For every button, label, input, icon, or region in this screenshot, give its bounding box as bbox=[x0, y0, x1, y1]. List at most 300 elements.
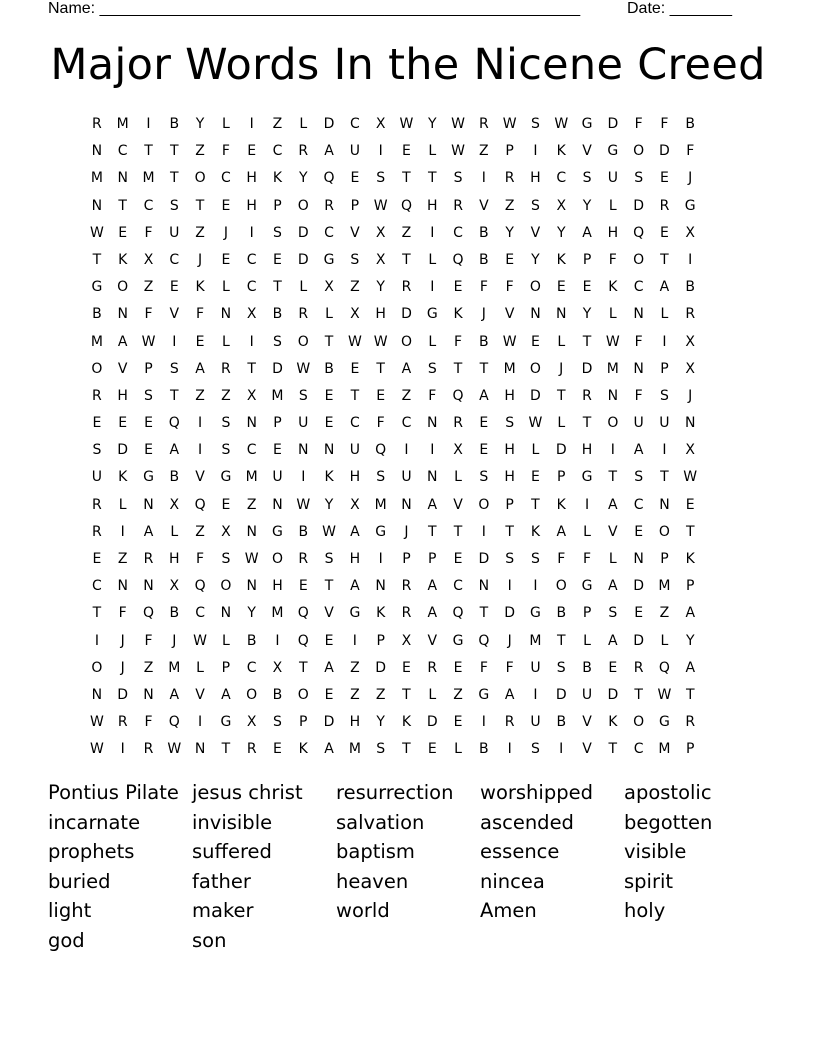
grid-letter: P bbox=[376, 632, 385, 649]
grid-letter: F bbox=[557, 551, 566, 567]
grid-letter: U bbox=[530, 714, 541, 731]
grid-letter: M bbox=[503, 360, 516, 377]
grid-letter: N bbox=[246, 415, 257, 432]
grid-letter: O bbox=[607, 415, 619, 432]
grid-letter: J bbox=[120, 632, 125, 649]
grid-letter: E bbox=[144, 415, 153, 432]
grid-row bbox=[84, 522, 734, 549]
grid-letter: C bbox=[633, 741, 644, 758]
grid-letter: E bbox=[453, 279, 463, 296]
grid-letter: F bbox=[144, 632, 153, 649]
grid-letter: U bbox=[169, 224, 180, 241]
grid-letter: N bbox=[633, 360, 644, 377]
grid-letter: A bbox=[608, 632, 618, 649]
grid-letter: U bbox=[401, 469, 412, 486]
grid-letter: I bbox=[378, 143, 383, 160]
grid-letter: N bbox=[91, 686, 103, 703]
word-search-grid bbox=[84, 114, 734, 767]
grid-letter: M bbox=[271, 387, 284, 404]
grid-letter: S bbox=[505, 551, 515, 567]
word-list-item: god bbox=[48, 928, 85, 952]
word-list-item: suffered bbox=[192, 840, 272, 864]
grid-letter: E bbox=[350, 360, 360, 377]
grid-letter: Z bbox=[350, 279, 360, 296]
grid-letter: J bbox=[481, 306, 486, 323]
grid-letter: X bbox=[246, 714, 257, 731]
grid-letter: G bbox=[659, 714, 670, 731]
grid-letter: T bbox=[685, 523, 695, 540]
grid-letter: E bbox=[221, 197, 231, 214]
grid-letter: I bbox=[610, 442, 615, 459]
grid-letter: F bbox=[144, 714, 153, 731]
grid-letter: U bbox=[633, 415, 644, 432]
grid-letter: P bbox=[660, 551, 669, 567]
word-list-item: world bbox=[336, 899, 390, 923]
grid-letter: F bbox=[686, 143, 695, 160]
grid-letter: O bbox=[297, 333, 309, 350]
grid-letter: E bbox=[427, 741, 437, 758]
grid-letter: E bbox=[453, 714, 463, 731]
grid-letter: L bbox=[299, 116, 308, 132]
grid-letter: P bbox=[557, 469, 566, 486]
grid-letter: S bbox=[531, 551, 540, 567]
grid-letter: U bbox=[581, 686, 593, 703]
grid-letter: A bbox=[685, 659, 696, 676]
grid-letter: Q bbox=[194, 578, 206, 595]
grid-letter: E bbox=[298, 578, 308, 595]
grid-letter: S bbox=[531, 741, 540, 758]
grid-letter: U bbox=[298, 415, 309, 432]
grid-letter: Q bbox=[142, 605, 154, 622]
grid-letter: Y bbox=[298, 170, 308, 187]
word-list-item: jesus christ bbox=[192, 781, 303, 804]
word-list-item: visible bbox=[624, 840, 687, 864]
grid-letter: D bbox=[633, 632, 645, 649]
grid-letter: K bbox=[118, 251, 128, 268]
grid-letter: P bbox=[582, 251, 592, 268]
grid-letter: T bbox=[582, 415, 592, 432]
grid-letter: D bbox=[323, 714, 335, 731]
grid-letter: A bbox=[608, 496, 618, 513]
grid-letter: W bbox=[451, 116, 465, 132]
grid-letter: H bbox=[530, 170, 541, 187]
grid-letter: A bbox=[556, 523, 567, 540]
grid-letter: G bbox=[143, 469, 154, 486]
grid-letter: L bbox=[660, 632, 669, 649]
grid-letter: E bbox=[92, 415, 102, 432]
grid-letter: L bbox=[531, 442, 540, 459]
grid-letter: O bbox=[297, 686, 309, 703]
grid-letter: O bbox=[529, 360, 541, 377]
grid-letter: T bbox=[453, 523, 463, 540]
grid-letter: T bbox=[479, 605, 489, 622]
grid-letter: I bbox=[662, 333, 667, 350]
grid-letter: E bbox=[402, 659, 411, 676]
grid-letter: E bbox=[453, 551, 463, 567]
grid-letter: X bbox=[324, 279, 334, 296]
grid-letter: T bbox=[427, 523, 437, 540]
grid-letter: N bbox=[143, 686, 154, 703]
grid-letter: I bbox=[430, 224, 435, 241]
grid-letter: E bbox=[634, 523, 644, 540]
grid-letter: H bbox=[246, 197, 257, 214]
word-list-item: essence bbox=[480, 840, 560, 864]
grid-letter: B bbox=[556, 605, 567, 622]
grid-letter: N bbox=[633, 551, 644, 567]
grid-letter: X bbox=[143, 251, 154, 268]
grid-letter: T bbox=[324, 333, 334, 350]
grid-letter: I bbox=[249, 333, 254, 350]
grid-letter: S bbox=[324, 551, 334, 567]
grid-letter: L bbox=[608, 197, 617, 214]
grid-letter: K bbox=[376, 605, 386, 622]
grid-letter: R bbox=[298, 143, 309, 160]
grid-letter: C bbox=[349, 116, 360, 132]
grid-letter: K bbox=[272, 170, 283, 187]
grid-letter: N bbox=[117, 578, 128, 595]
grid-letter: F bbox=[144, 224, 153, 241]
grid-letter: W bbox=[244, 551, 259, 567]
grid-letter: E bbox=[531, 333, 540, 350]
grid-letter: F bbox=[634, 333, 643, 350]
grid-row bbox=[84, 114, 734, 141]
grid-letter: T bbox=[402, 251, 411, 268]
grid-letter: O bbox=[194, 170, 206, 187]
grid-letter: A bbox=[427, 578, 438, 595]
grid-letter: D bbox=[555, 686, 567, 703]
grid-letter: C bbox=[556, 170, 567, 187]
grid-row bbox=[84, 196, 734, 223]
grid-letter: R bbox=[504, 170, 515, 187]
grid-letter: D bbox=[426, 714, 438, 731]
grid-letter: N bbox=[117, 306, 128, 323]
grid-row bbox=[84, 413, 734, 440]
grid-row bbox=[84, 658, 734, 685]
grid-letter: K bbox=[685, 551, 695, 567]
grid-letter: I bbox=[584, 496, 590, 513]
grid-letter: W bbox=[296, 360, 311, 377]
grid-letter: H bbox=[504, 469, 515, 486]
grid-letter: F bbox=[660, 116, 669, 132]
grid-letter: N bbox=[684, 415, 696, 432]
grid-letter: K bbox=[401, 714, 412, 731]
grid-letter: S bbox=[659, 387, 669, 404]
grid-letter: E bbox=[531, 469, 540, 486]
grid-letter: N bbox=[323, 442, 335, 459]
grid-letter: N bbox=[375, 578, 386, 595]
grid-letter: E bbox=[402, 143, 411, 160]
grid-letter: B bbox=[685, 116, 696, 132]
grid-letter: L bbox=[454, 741, 462, 758]
grid-letter: S bbox=[376, 170, 386, 187]
grid-letter: P bbox=[350, 197, 360, 214]
grid-letter: T bbox=[170, 143, 179, 160]
grid-letter: C bbox=[633, 279, 644, 296]
grid-letter: K bbox=[556, 251, 566, 268]
grid-letter: C bbox=[401, 415, 412, 432]
grid-letter: O bbox=[658, 523, 670, 540]
grid-letter: E bbox=[221, 496, 231, 513]
grid-letter: T bbox=[92, 251, 102, 268]
grid-letter: M bbox=[245, 469, 258, 486]
grid-letter: C bbox=[117, 143, 128, 160]
grid-letter: J bbox=[120, 659, 125, 676]
grid-letter: W bbox=[347, 333, 362, 350]
word-list-item: father bbox=[192, 869, 251, 893]
grid-letter: E bbox=[118, 224, 128, 241]
grid-letter: I bbox=[301, 469, 306, 486]
grid-letter: I bbox=[507, 741, 512, 758]
grid-letter: R bbox=[504, 714, 515, 731]
grid-letter: Q bbox=[452, 605, 464, 622]
grid-letter: T bbox=[634, 686, 643, 703]
grid-letter: W bbox=[373, 333, 388, 350]
grid-row bbox=[84, 277, 734, 304]
grid-letter: C bbox=[453, 224, 463, 241]
grid-letter: K bbox=[453, 306, 463, 323]
grid-letter: Y bbox=[505, 224, 514, 241]
grid-letter: B bbox=[169, 469, 180, 486]
grid-letter: G bbox=[426, 306, 438, 323]
grid-letter: W bbox=[502, 116, 517, 132]
grid-letter: X bbox=[350, 306, 360, 323]
grid-letter: N bbox=[246, 523, 257, 540]
grid-letter: B bbox=[246, 632, 257, 649]
grid-row bbox=[84, 549, 734, 576]
grid-letter: T bbox=[221, 741, 231, 758]
grid-letter: P bbox=[144, 360, 153, 377]
grid-letter: V bbox=[169, 306, 180, 323]
grid-letter: E bbox=[324, 632, 334, 649]
grid-letter: I bbox=[378, 551, 383, 567]
grid-letter: M bbox=[529, 632, 542, 649]
grid-letter: R bbox=[685, 306, 696, 323]
grid-row bbox=[84, 603, 734, 630]
grid-letter: Q bbox=[297, 632, 309, 649]
grid-letter: X bbox=[169, 496, 180, 513]
grid-letter: T bbox=[118, 197, 127, 214]
grid-letter: S bbox=[169, 360, 179, 377]
word-list-item: ascended bbox=[480, 810, 574, 834]
grid-letter: D bbox=[478, 551, 490, 567]
grid-letter: V bbox=[504, 306, 515, 323]
grid-letter: I bbox=[481, 714, 486, 731]
grid-letter: A bbox=[633, 442, 644, 459]
name-field-label: Name: ______________________________________________________ bbox=[48, 0, 581, 17]
grid-letter: R bbox=[92, 387, 102, 404]
grid-letter: T bbox=[660, 251, 669, 268]
grid-letter: I bbox=[120, 741, 125, 758]
word-list-item: salvation bbox=[336, 810, 425, 834]
grid-letter: R bbox=[298, 306, 309, 323]
grid-letter: H bbox=[349, 551, 361, 567]
grid-letter: N bbox=[530, 306, 541, 323]
word-list-item: son bbox=[192, 928, 227, 952]
grid-letter: T bbox=[427, 170, 437, 187]
grid-letter: K bbox=[530, 523, 541, 540]
grid-row bbox=[84, 141, 734, 168]
grid-row bbox=[84, 386, 734, 413]
grid-letter: R bbox=[659, 197, 670, 214]
grid-letter: K bbox=[298, 741, 308, 758]
grid-letter: F bbox=[634, 387, 643, 404]
grid-letter: U bbox=[349, 143, 360, 160]
grid-letter: R bbox=[453, 415, 463, 432]
grid-letter: I bbox=[430, 279, 435, 296]
grid-letter: H bbox=[246, 170, 257, 187]
grid-letter: W bbox=[683, 469, 698, 486]
grid-letter: O bbox=[220, 578, 232, 595]
grid-letter: Q bbox=[633, 224, 645, 241]
word-list-item: begotten bbox=[624, 810, 713, 834]
grid-letter: H bbox=[375, 306, 386, 323]
grid-letter: H bbox=[349, 714, 361, 731]
grid-letter: W bbox=[451, 143, 465, 160]
grid-letter: E bbox=[376, 387, 386, 404]
word-list-item: worshipped bbox=[480, 781, 593, 804]
grid-letter: T bbox=[376, 360, 385, 377]
grid-letter: Y bbox=[427, 116, 437, 132]
grid-letter: Y bbox=[376, 714, 385, 731]
grid-letter: F bbox=[454, 333, 463, 350]
grid-letter: K bbox=[118, 469, 128, 486]
grid-letter: V bbox=[530, 224, 541, 241]
grid-letter: L bbox=[583, 523, 591, 540]
grid-letter: I bbox=[481, 170, 486, 187]
grid-letter: V bbox=[117, 360, 128, 377]
grid-letter: L bbox=[428, 143, 437, 160]
grid-letter: V bbox=[582, 143, 592, 160]
grid-letter: T bbox=[531, 496, 540, 513]
grid-letter: T bbox=[608, 741, 618, 758]
grid-letter: O bbox=[246, 686, 258, 703]
grid-letter: D bbox=[555, 442, 567, 459]
grid-letter: C bbox=[195, 605, 205, 622]
grid-letter: Y bbox=[324, 496, 334, 513]
grid-letter: X bbox=[221, 523, 231, 540]
grid-letter: D bbox=[272, 360, 283, 377]
grid-letter: Z bbox=[143, 659, 154, 676]
grid-letter: V bbox=[324, 605, 334, 622]
grid-letter: S bbox=[376, 469, 386, 486]
grid-letter: X bbox=[169, 578, 180, 595]
grid-letter: D bbox=[117, 686, 129, 703]
grid-letter: N bbox=[298, 442, 309, 459]
grid-letter: Q bbox=[194, 496, 206, 513]
grid-letter: L bbox=[221, 632, 230, 649]
grid-letter: S bbox=[453, 170, 463, 187]
grid-letter: X bbox=[401, 632, 412, 649]
grid-letter: G bbox=[323, 251, 335, 268]
grid-letter: S bbox=[531, 197, 540, 214]
grid-letter: T bbox=[556, 632, 566, 649]
grid-letter: S bbox=[273, 714, 282, 731]
grid-letter: G bbox=[581, 578, 593, 595]
word-list-item: invisible bbox=[192, 810, 273, 834]
grid-letter: W bbox=[167, 741, 182, 758]
grid-letter: T bbox=[660, 469, 669, 486]
word-list-item: Amen bbox=[480, 899, 537, 923]
grid-letter: O bbox=[297, 197, 309, 214]
grid-letter: S bbox=[273, 224, 282, 241]
grid-letter: R bbox=[92, 523, 102, 540]
grid-letter: A bbox=[324, 741, 334, 758]
grid-letter: U bbox=[659, 415, 670, 432]
grid-letter: C bbox=[220, 170, 231, 187]
grid-letter: Y bbox=[531, 251, 540, 268]
grid-letter: K bbox=[556, 496, 566, 513]
grid-letter: X bbox=[246, 306, 257, 323]
grid-letter: M bbox=[116, 116, 129, 132]
grid-letter: X bbox=[685, 442, 696, 459]
grid-letter: G bbox=[375, 523, 387, 540]
grid-letter: E bbox=[144, 442, 153, 459]
grid-letter: F bbox=[144, 306, 153, 323]
grid-letter: G bbox=[220, 714, 232, 731]
grid-letter: S bbox=[221, 415, 231, 432]
grid-letter: E bbox=[479, 415, 489, 432]
grid-letter: E bbox=[169, 279, 179, 296]
grid-letter: E bbox=[350, 170, 360, 187]
grid-letter: N bbox=[401, 496, 412, 513]
grid-letter: W bbox=[657, 686, 672, 703]
grid-letter: O bbox=[117, 279, 129, 296]
grid-letter: B bbox=[479, 333, 489, 350]
grid-letter: Z bbox=[272, 116, 283, 132]
grid-letter: V bbox=[350, 224, 360, 241]
grid-letter: A bbox=[324, 659, 334, 676]
grid-letter: R bbox=[401, 279, 412, 296]
grid-letter: A bbox=[221, 686, 231, 703]
grid-letter: D bbox=[323, 116, 335, 132]
grid-letter: R bbox=[143, 551, 154, 567]
grid-letter: L bbox=[608, 306, 617, 323]
grid-letter: A bbox=[350, 523, 360, 540]
grid-letter: H bbox=[581, 442, 593, 459]
grid-letter: P bbox=[273, 197, 282, 214]
grid-letter: T bbox=[273, 279, 282, 296]
grid-letter: S bbox=[350, 251, 360, 268]
grid-letter: X bbox=[272, 659, 283, 676]
grid-letter: G bbox=[684, 197, 696, 214]
grid-letter: S bbox=[505, 415, 515, 432]
grid-letter: Y bbox=[376, 279, 385, 296]
word-list-item: heaven bbox=[336, 869, 409, 893]
grid-letter: S bbox=[531, 116, 540, 132]
grid-letter: D bbox=[633, 197, 645, 214]
grid-letter: R bbox=[453, 197, 463, 214]
grid-row bbox=[84, 223, 734, 250]
grid-letter: Y bbox=[582, 197, 592, 214]
grid-letter: C bbox=[324, 224, 334, 241]
grid-letter: P bbox=[428, 551, 437, 567]
grid-letter: H bbox=[117, 387, 128, 404]
grid-letter: F bbox=[634, 116, 643, 132]
grid-letter: O bbox=[633, 143, 645, 160]
grid-letter: Q bbox=[478, 632, 490, 649]
grid-letter: F bbox=[428, 387, 437, 404]
grid-letter: P bbox=[686, 741, 695, 758]
grid-letter: E bbox=[247, 143, 257, 160]
grid-letter: T bbox=[195, 197, 205, 214]
grid-letter: I bbox=[430, 442, 435, 459]
grid-letter: L bbox=[454, 469, 462, 486]
grid-letter: D bbox=[530, 387, 541, 404]
grid-letter: E bbox=[324, 387, 334, 404]
grid-letter: J bbox=[688, 170, 693, 187]
grid-letter: V bbox=[195, 686, 205, 703]
grid-letter: H bbox=[272, 578, 283, 595]
